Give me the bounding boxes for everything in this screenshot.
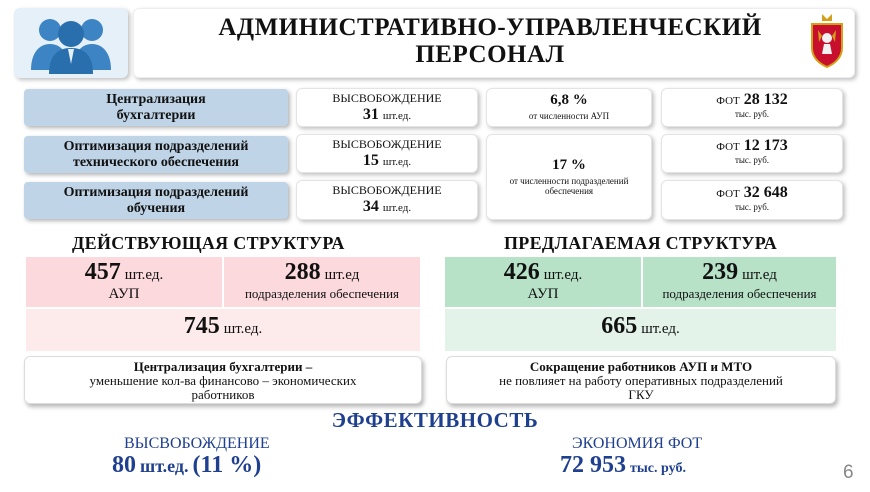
proposed-aup-cell: 426 шт.ед. АУП <box>445 257 641 307</box>
proposed-total-cell: 665 шт.ед. <box>445 309 836 351</box>
release-box-row3: ВЫСВОБОЖДЕНИЕ 34 шт.ед. <box>296 180 478 220</box>
proposed-structure-title: ПРЕДЛАГАЕМАЯ СТРУКТУРА <box>504 233 778 253</box>
current-support-cell: 288 шт.ед подразделения обеспечения <box>224 257 420 307</box>
current-total-cell: 745 шт.ед. <box>26 309 420 351</box>
proposed-note: Сокращение работников АУП и МТО не повлияет на работу оперативных подразделений ГКУ <box>446 356 836 404</box>
fot-box-row2: ФОТ 12 173 тыс. руб. <box>661 134 843 173</box>
efficiency-release-value: 80 шт.ед. (11 %) <box>112 452 262 478</box>
percent-box-aup: 6,8 % от численности АУП <box>486 88 652 127</box>
page-title-line1: АДМИНИСТРАТИВНО-УПРАВЛЕНЧЕСКИЙ <box>218 14 762 41</box>
release-box-row1: ВЫСВОБОЖДЕНИЕ 31 шт.ед. <box>296 88 478 127</box>
coat-of-arms-icon <box>806 12 848 70</box>
fot-box-row3: ФОТ 32 648 тыс. руб. <box>661 180 843 220</box>
fot-box-row1: ФОТ 28 132 тыс. руб. <box>661 88 843 127</box>
header-icon-panel <box>14 8 128 78</box>
efficiency-title: ЭФФЕКТИВНОСТЬ <box>331 408 539 432</box>
current-structure-title: ДЕЙСТВУЮЩАЯ СТРУКТУРА <box>72 233 345 253</box>
efficiency-release-label: ВЫСВОБОЖДЕНИЕ <box>124 435 270 452</box>
current-aup-cell: 457 шт.ед. АУП <box>26 257 222 307</box>
page-title <box>160 14 820 68</box>
proposed-support-cell: 239 шт.ед подразделения обеспечения <box>643 257 836 307</box>
page-number: 6 <box>843 462 854 483</box>
efficiency-fot-value: 72 953 тыс. руб. <box>560 452 686 478</box>
row-label-centralization: Централизация бухгалтерии <box>24 89 288 126</box>
people-group-icon <box>14 8 128 78</box>
efficiency-fot-label: ЭКОНОМИЯ ФОТ <box>572 435 703 452</box>
page-title-line2: ПЕРСОНАЛ <box>415 41 565 68</box>
percent-box-support: 17 % от численности подразделений обеспечения <box>486 134 652 220</box>
current-note: Централизация бухгалтерии – уменьшение кол-ва финансово – экономических работников <box>24 356 422 404</box>
row-label-tech-support: Оптимизация подразделений технического обеспечения <box>24 136 288 173</box>
release-box-row2: ВЫСВОБОЖДЕНИЕ 15 шт.ед. <box>296 134 478 173</box>
row-label-training: Оптимизация подразделений обучения <box>24 182 288 219</box>
